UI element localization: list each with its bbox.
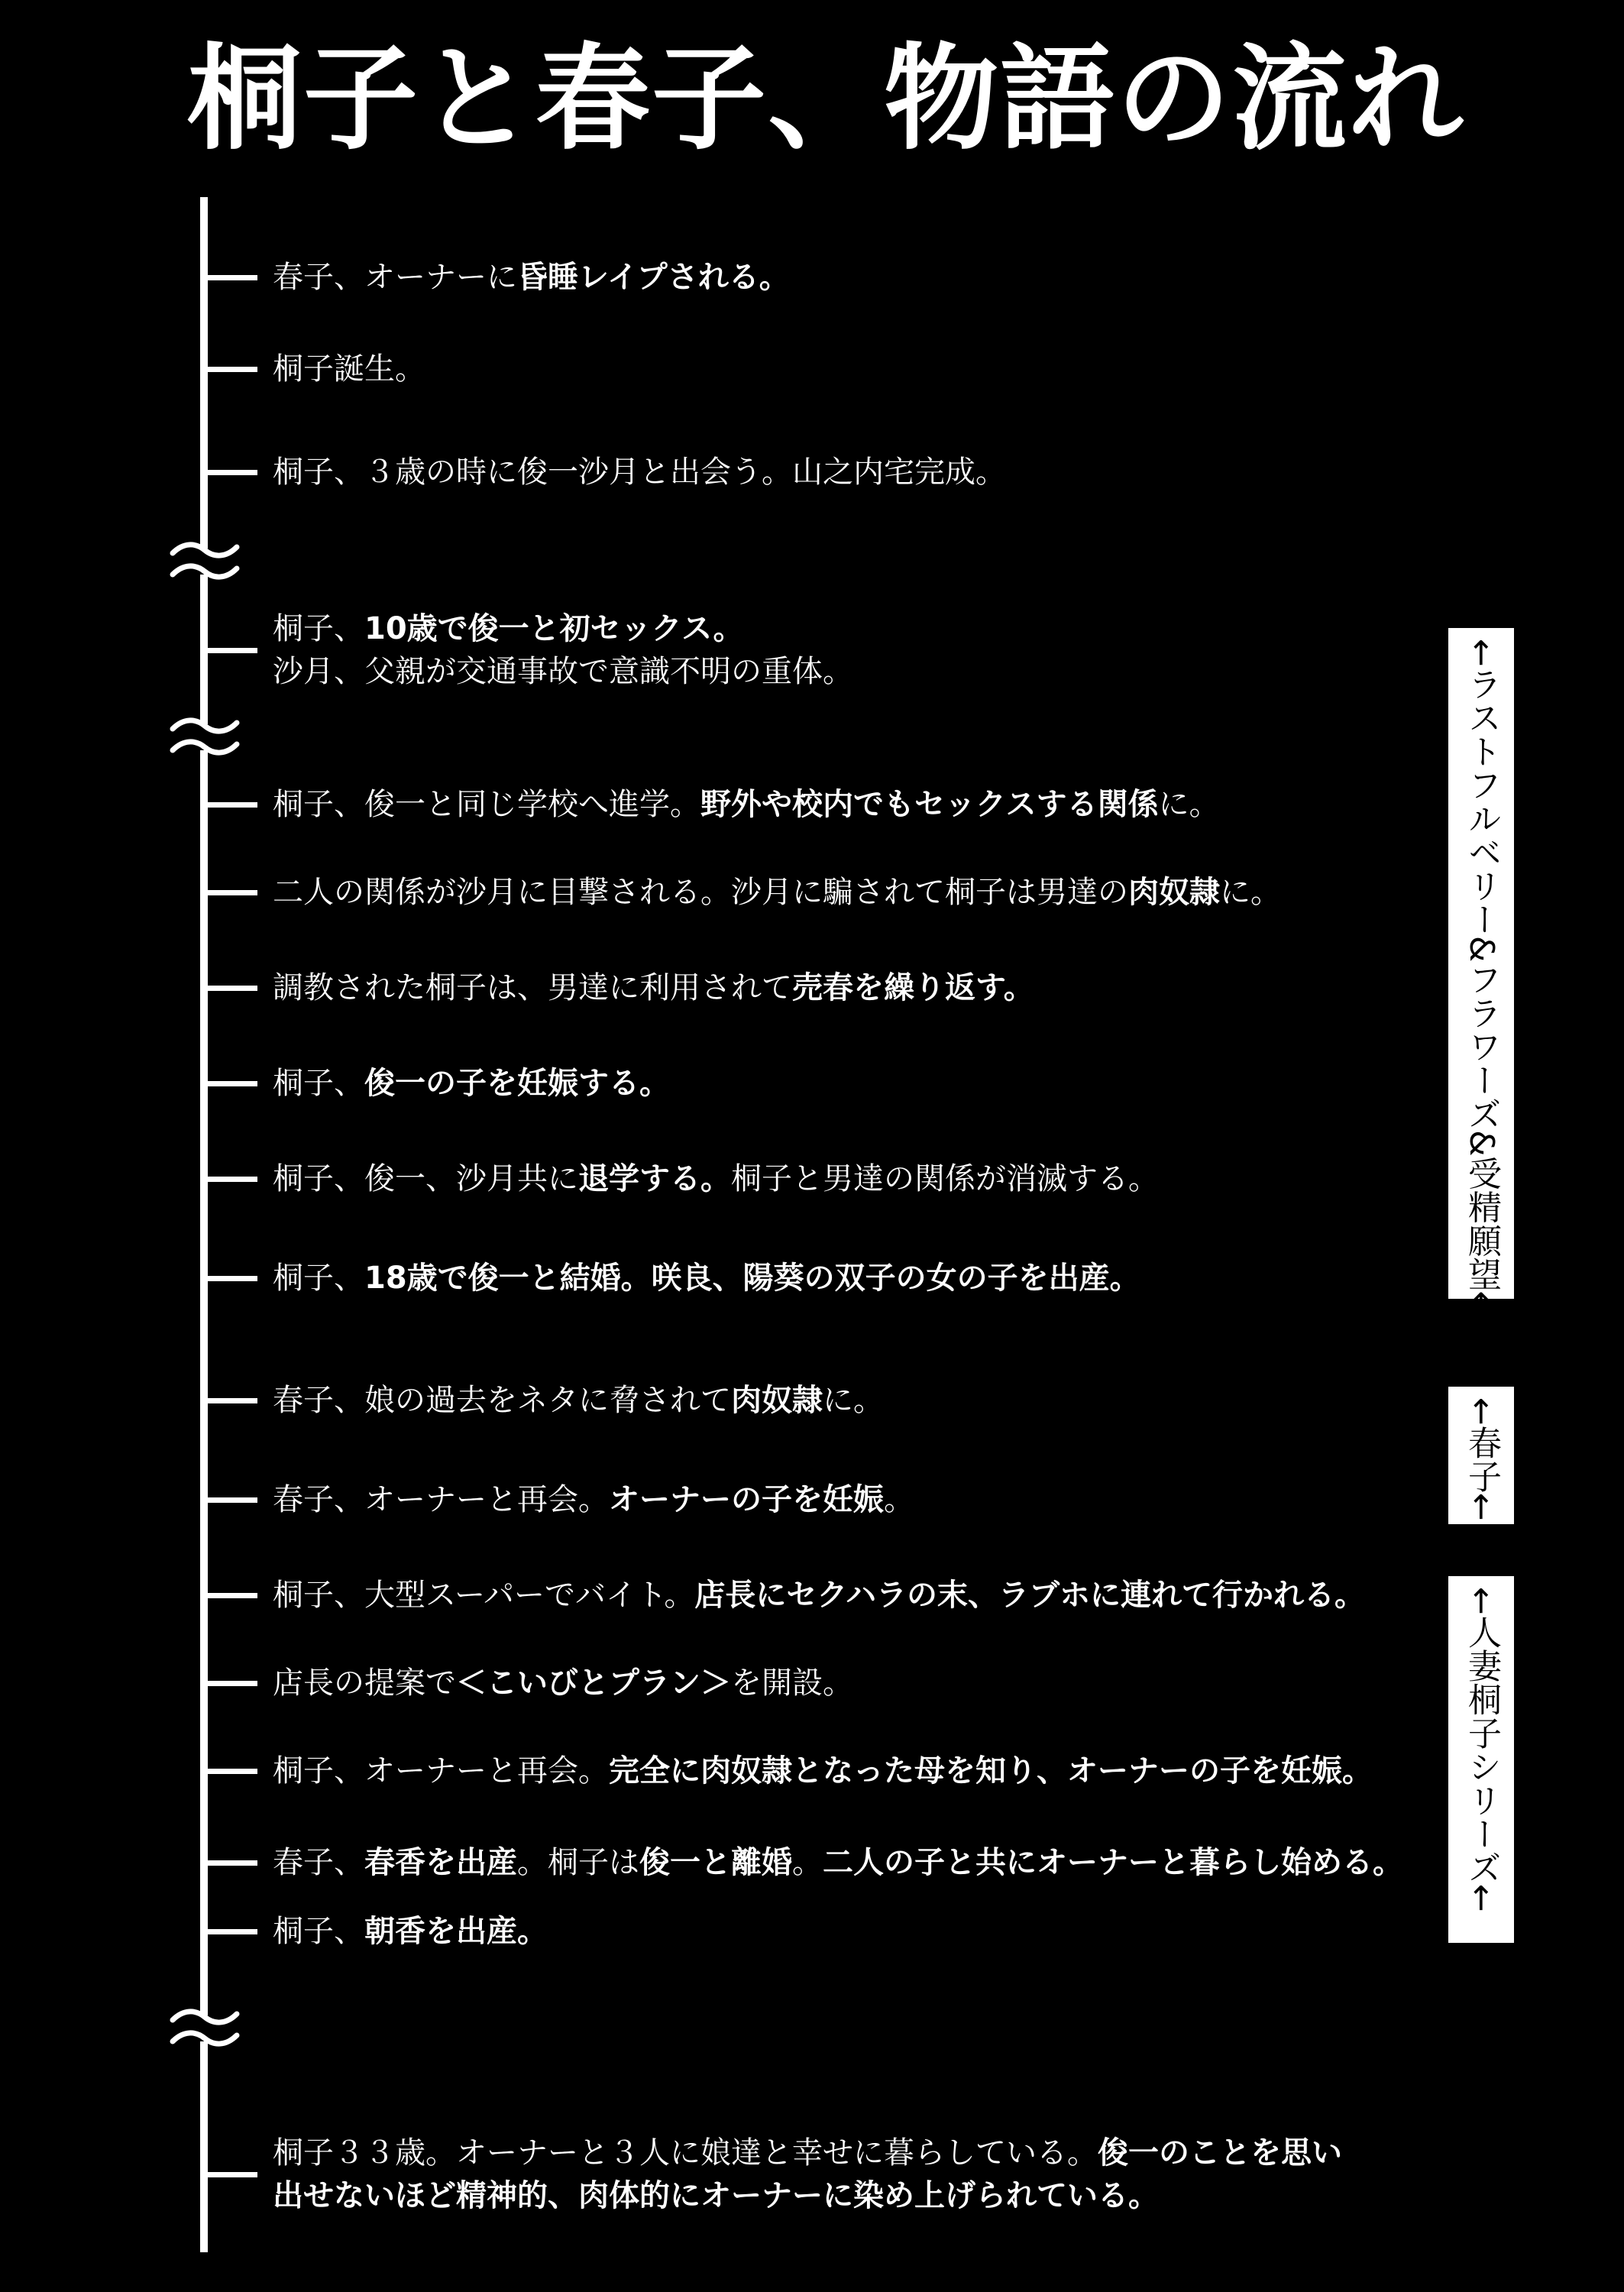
event-line [273,455,1006,490]
event-segment: 桐子、 [273,1914,364,1949]
event-text [273,966,1034,1009]
event-emphasis: 昏睡レイプされる。 [517,260,790,295]
event-text [273,2132,1342,2217]
event-emphasis: 店長にセクハラの末、ラブホに連れて行かれる。 [694,1578,1366,1613]
event-segment: 桐子、俊一と同じ学校へ進学。 [273,787,700,822]
event-segment: 桐子、 [273,1261,364,1296]
event-segment: 桐子３３歳。オーナーと３人に娘達と幸せに暮らしている。 [273,2135,1098,2171]
wavy-break-icon [167,2002,243,2055]
event-line [273,2135,1342,2171]
event-text [273,256,790,299]
event-emphasis: 俊一と離婚 [639,1845,792,1880]
event-line [273,611,743,646]
event-segment: 春子、 [273,1845,364,1880]
event-segment: 春子、娘の過去をネタに脅されて [273,1383,731,1418]
event-segment: 調教された桐子は、男達に利用されて [273,970,792,1005]
timeline-event [204,871,1281,914]
event-emphasis: 肉奴隷 [1128,875,1220,910]
event-line [273,1383,884,1418]
event-text [273,1574,1365,1617]
event-emphasis: 肉奴隷 [731,1383,823,1418]
event-segment: に。 [1158,787,1220,822]
timeline-event [204,607,853,693]
series-box [1448,1576,1514,1943]
event-line [273,2174,1342,2217]
event-emphasis: 完全に肉奴隷となった母を知り、オーナーの子を妊娠。 [609,1753,1373,1789]
event-text [273,1750,1373,1792]
event-segment: 桐子誕生。 [273,351,425,387]
event-emphasis: 俊一のことを思い [1098,2135,1342,2171]
event-segment: に。 [1220,875,1281,910]
timeline-tick [204,1769,257,1774]
timeline-event [204,256,790,299]
timeline-tick [204,275,257,280]
event-emphasis: 俊一の子を妊娠する。 [364,1066,670,1101]
timeline-tick [204,1681,257,1686]
event-line [273,650,853,693]
event-segment: 桐子、大型スーパーでバイト。 [273,1578,695,1613]
timeline-event [204,451,1006,494]
event-text [273,1478,914,1521]
event-text [273,607,853,693]
timeline-event [204,1257,1140,1300]
event-emphasis: 退学する。 [578,1161,731,1196]
event-line [273,875,1281,910]
event-segment: 春子、オーナーと再会。 [273,1482,609,1517]
event-emphasis: 出せないほど精神的、肉体的にオーナーに染め上げられている。 [273,2178,1159,2213]
timeline-event [204,2132,1342,2217]
timeline-tick [204,1177,257,1182]
event-segment: 。桐子は [517,1845,639,1880]
event-segment: を開設。 [731,1666,853,1701]
event-line [273,1261,1140,1296]
event-emphasis: 野外や校内でもセックスする関係 [700,787,1159,822]
event-segment: 店長の提案で [273,1666,456,1701]
event-segment: 桐子と男達の関係が消滅する。 [731,1161,1159,1196]
event-emphasis: 売春を繰り返す。 [792,970,1034,1005]
event-segment: 二人の関係が沙月に目撃される。沙月に騙されて桐子は男達の [273,875,1128,910]
timeline-tick [204,367,257,372]
event-text [273,1257,1140,1300]
timeline-event [204,1750,1373,1792]
timeline-event [204,1478,914,1521]
timeline-event [204,1841,1403,1884]
event-text [273,871,1281,914]
event-segment: 沙月、父親が交通事故で意識不明の重体。 [273,654,853,689]
event-line [273,1914,548,1949]
series-box [1448,628,1514,1319]
event-emphasis: オーナーの子を妊娠 [609,1482,884,1517]
timeline-event [204,1157,1159,1200]
event-line [273,260,790,295]
timeline-event [204,1574,1365,1617]
wavy-break-icon [167,711,243,764]
timeline-event [204,1379,884,1422]
event-segment: に。 [823,1383,884,1418]
event-emphasis: ＜こいびとプラン＞ [456,1666,731,1701]
event-emphasis: 18歳で俊一と結婚。咲良、陽葵の双子の女の子を出産。 [364,1261,1140,1296]
timeline-tick [204,1398,257,1403]
event-text [273,1841,1403,1884]
timeline-tick [204,802,257,808]
event-segment: 桐子、 [273,1066,364,1101]
timeline-tick [204,1276,257,1281]
timeline-tick [204,1497,257,1503]
event-text [273,1379,884,1422]
timeline-event [204,1062,670,1105]
timeline-event [204,783,1220,826]
series-box [1448,1387,1514,1524]
event-line [273,1666,853,1701]
event-segment: 。 [792,1845,823,1880]
series-label: ←人妻桐子シリーズ← [1462,1587,1501,1912]
event-line [273,1482,914,1517]
event-text [273,1662,853,1704]
event-line [273,787,1220,822]
event-line [273,1845,1403,1880]
event-segment: 桐子、３歳の時に俊一沙月と出会う。山之内宅完成。 [273,455,1006,490]
page-title: 桐子と春子、物語の流れ [187,33,1465,166]
timeline-tick [204,470,257,475]
event-line [273,970,1034,1005]
event-emphasis: 朝香を出産。 [364,1914,548,1949]
event-line [273,1578,1365,1613]
event-text [273,1910,548,1953]
timeline-tick [204,648,257,653]
timeline-event [204,348,425,390]
timeline-tick [204,1081,257,1086]
event-segment: 春子、オーナーに [273,260,517,295]
timeline-event [204,966,1034,1009]
event-line [273,351,425,387]
timeline-event [204,1662,853,1704]
timeline-event [204,1910,548,1953]
event-line [273,1066,670,1101]
event-text [273,1157,1159,1200]
timeline-tick [204,1929,257,1934]
event-segment: 桐子、オーナーと再会。 [273,1753,609,1789]
timeline-tick [204,2172,257,2177]
timeline-tick [204,1593,257,1598]
event-emphasis: 10歳で俊一と初セックス。 [364,611,744,646]
series-label: ←春子← [1462,1397,1501,1521]
event-line [273,1753,1373,1789]
event-emphasis: 二人の子と共にオーナーと暮らし始める。 [823,1845,1403,1880]
timeline-tick [204,1860,257,1866]
timeline-tick [204,986,257,991]
event-text [273,1062,670,1105]
event-segment: 桐子、俊一、沙月共に [273,1161,578,1196]
event-text [273,451,1006,494]
event-segment: 。 [884,1482,914,1517]
timeline-tick [204,890,257,895]
event-text [273,783,1220,826]
wavy-break-icon [167,535,243,588]
event-emphasis: 春香を出産 [364,1845,517,1880]
event-line [273,1161,1159,1196]
event-segment: 桐子、 [273,611,364,646]
event-text [273,348,425,390]
series-label: ←ラストフルベリー&フラワーズ&受精願望← [1462,639,1501,1319]
